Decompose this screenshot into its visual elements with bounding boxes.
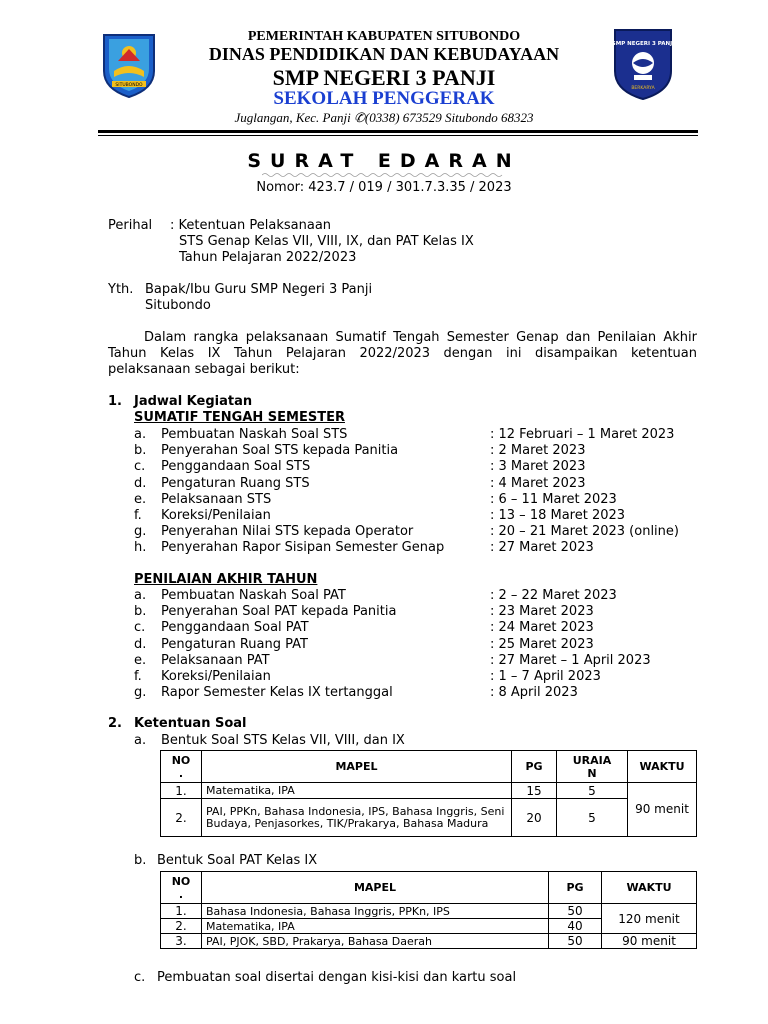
schedule-item-letter: a.	[134, 588, 147, 603]
schedule-item-date: : 20 – 21 Maret 2023 (online)	[490, 524, 679, 540]
schedule-item-text: Koreksi/Penilaian	[161, 669, 271, 684]
waktu-cell: 120 menit	[602, 904, 697, 934]
schedule-item-text: Penyerahan Nilai STS kepada Operator	[161, 524, 414, 540]
row-pg: 20	[512, 799, 557, 837]
row-no: 1.	[161, 783, 202, 799]
schedule-item-date: : 23 Maret 2023	[490, 604, 594, 620]
letter-number: Nomor: 423.7 / 019 / 301.7.3.35 / 2023	[256, 180, 512, 195]
svg-text:SMP NEGERI 3 PANJI: SMP NEGERI 3 PANJI	[612, 41, 674, 47]
letterhead-government: PEMERINTAH KABUPATEN SITUBONDO	[247, 29, 521, 44]
perihal-line3: Tahun Pelajaran 2022/2023	[179, 250, 357, 265]
col-no-header: NO .	[161, 872, 202, 904]
table-header-row	[161, 872, 697, 904]
schedule-item-text: Pembuatan Naskah Soal STS	[161, 427, 348, 442]
col-mapel-header: MAPEL	[202, 751, 512, 783]
schedule-item-date: : 3 Maret 2023	[490, 459, 586, 475]
yth-line2: Situbondo	[145, 298, 211, 313]
section2-number: 2.	[108, 716, 122, 731]
schedule-item-text: Penyerahan Soal PAT kepada Panitia	[161, 604, 397, 620]
col-waktu-header: WAKTU	[628, 751, 697, 783]
schedule-item-date: : 8 April 2023	[490, 685, 578, 701]
letter-title: SURAT EDARAN	[247, 150, 521, 172]
schedule-item-text: Penyerahan Soal STS kepada Panitia	[161, 443, 399, 459]
sub-b-letter: b.	[134, 853, 147, 868]
schedule-item-letter: f.	[134, 508, 142, 523]
section1-number: 1.	[108, 394, 122, 409]
col-mapel-header: MAPEL	[202, 872, 549, 904]
schedule-item-text: Penyerahan Rapor Sisipan Semester Genap	[161, 540, 445, 556]
row-no: 2.	[161, 919, 202, 934]
schedule-item-letter: g.	[134, 685, 147, 701]
row-pg: 50	[549, 904, 602, 919]
schedule-item-text: Rapor Semester Kelas IX tertanggal	[161, 685, 393, 701]
schedule-item-date: : 2 Maret 2023	[490, 443, 586, 459]
yth-label: Yth.	[108, 282, 134, 297]
table-row	[161, 904, 697, 919]
table-row	[161, 934, 697, 949]
sub-c-text: Pembuatan soal disertai dengan kisi-kisi dan kartu soal	[157, 970, 517, 985]
row-mapel: Matematika, IPA	[202, 783, 512, 799]
row-mapel: Bahasa Indonesia, Bahasa Inggris, PPKn, IPS	[202, 904, 549, 919]
schedule-item-letter: d.	[134, 636, 147, 652]
schedule-item-text: Penggandaan Soal STS	[161, 459, 311, 475]
schedule-item-date: : 2 – 22 Maret 2023	[490, 588, 617, 603]
table-header-row	[161, 751, 697, 783]
row-uraian: 5	[557, 799, 628, 837]
schedule-item-text: Pelaksanaan STS	[161, 491, 272, 507]
waktu-cell: 90 menit	[602, 934, 697, 949]
sts-heading: SUMATIF TENGAH SEMESTER	[134, 410, 345, 425]
sub-c-letter: c.	[134, 970, 146, 985]
schedule-item-letter: b.	[134, 604, 147, 620]
schedule-item-letter: c.	[134, 620, 146, 636]
col-waktu-header: WAKTU	[602, 872, 697, 904]
schedule-item-letter: b.	[134, 443, 147, 459]
perihal-line2: STS Genap Kelas VII, VIII, IX, dan PAT Kelas IX	[179, 234, 474, 249]
title-wavy-underline	[262, 172, 506, 178]
schedule-item-letter: g.	[134, 524, 147, 540]
letterhead-school-name: SMP NEGERI 3 PANJI	[272, 65, 496, 90]
col-uraian-header: URAIA N	[557, 751, 628, 783]
schedule-item-text: Pengaturan Ruang PAT	[161, 636, 308, 652]
intro-paragraph: Dalam rangka pelaksanaan Sumatif Tengah Semester Genap dan Penilaian Akhir Tahun Kelas IX Tahun Pelajaran 2022/2023 dengan ini disampaikan ketentuan pelaksanaan sebagai berikut:	[108, 330, 697, 377]
row-no: 1.	[161, 904, 202, 919]
sts-question-table	[160, 750, 697, 837]
waktu-cell: 90 menit	[628, 783, 697, 837]
col-no-header: NO .	[161, 751, 202, 783]
section1-title: Jadwal Kegiatan	[134, 394, 253, 409]
row-mapel: PAI, PJOK, SBD, Prakarya, Bahasa Daerah	[202, 934, 549, 949]
schedule-item-date: : 27 Maret – 1 April 2023	[490, 652, 651, 668]
schedule-item-text: Pengaturan Ruang STS	[161, 475, 310, 491]
table-row	[161, 783, 697, 799]
col-pg-header: PG	[512, 751, 557, 783]
svg-text:BERKARYA: BERKARYA	[631, 86, 655, 91]
schedule-item-date: : 12 Februari – 1 Maret 2023	[490, 427, 675, 442]
table-row	[161, 799, 697, 837]
sub-a-text: Bentuk Soal STS Kelas VII, VIII, dan IX	[161, 733, 405, 748]
letterhead-department: DINAS PENDIDIKAN DAN KEBUDAYAAN	[208, 44, 560, 64]
pat-heading: PENILAIAN AKHIR TAHUN	[134, 572, 318, 587]
sub-a-letter: a.	[134, 733, 147, 748]
row-mapel: PAI, PPKn, Bahasa Indonesia, IPS, Bahasa Inggris, Seni Budaya, Penjasorkes, TIK/Prakarya, Bahasa Madura	[202, 799, 512, 837]
schedule-item-date: : 4 Maret 2023	[490, 475, 586, 491]
schedule-item-text: Pelaksanaan PAT	[161, 652, 270, 668]
schedule-item-date: : 1 – 7 April 2023	[490, 669, 601, 684]
schedule-item-letter: f.	[134, 669, 142, 684]
row-no: 2.	[161, 799, 202, 837]
schedule-item-date: : 25 Maret 2023	[490, 636, 594, 652]
schedule-item-date: : 6 – 11 Maret 2023	[490, 491, 617, 507]
letterhead-tagline: SEKOLAH PENGGERAK	[273, 88, 495, 109]
schedule-item-letter: a.	[134, 427, 147, 442]
schedule-item-text: Pembuatan Naskah Soal PAT	[161, 588, 346, 603]
col-pg-header: PG	[549, 872, 602, 904]
row-uraian: 5	[557, 783, 628, 799]
perihal-line1: : Ketentuan Pelaksanaan	[170, 218, 332, 233]
letterhead-address: Juglangan, Kec. Panji ✆(0338) 673529 Situbondo 68323	[234, 110, 534, 125]
schedule-item-letter: c.	[134, 459, 146, 475]
sub-b-text: Bentuk Soal PAT Kelas IX	[157, 853, 318, 868]
section2-title: Ketentuan Soal	[134, 716, 247, 731]
schedule-item-letter: d.	[134, 475, 147, 491]
schedule-item-text: Koreksi/Penilaian	[161, 508, 271, 523]
row-pg: 15	[512, 783, 557, 799]
pat-question-table	[160, 871, 697, 949]
schedule-item-date: : 13 – 18 Maret 2023	[490, 508, 626, 523]
schedule-item-date: : 24 Maret 2023	[490, 620, 594, 636]
letterhead-divider-thick	[98, 130, 698, 133]
schedule-item-letter: h.	[134, 540, 147, 556]
row-mapel: Matematika, IPA	[202, 919, 549, 934]
schedule-item-letter: e.	[134, 652, 147, 668]
schedule-item-date: : 27 Maret 2023	[490, 540, 594, 556]
perihal-label: Perihal	[108, 218, 153, 233]
schedule-item-letter: e.	[134, 491, 147, 507]
row-no: 3.	[161, 934, 202, 949]
svg-text:SITUBONDO: SITUBONDO	[115, 83, 143, 88]
row-pg: 50	[549, 934, 602, 949]
yth-line1: Bapak/Ibu Guru SMP Negeri 3 Panji	[145, 282, 373, 297]
letterhead-divider-thin	[98, 135, 698, 136]
row-pg: 40	[549, 919, 602, 934]
schedule-item-text: Penggandaan Soal PAT	[161, 620, 309, 636]
